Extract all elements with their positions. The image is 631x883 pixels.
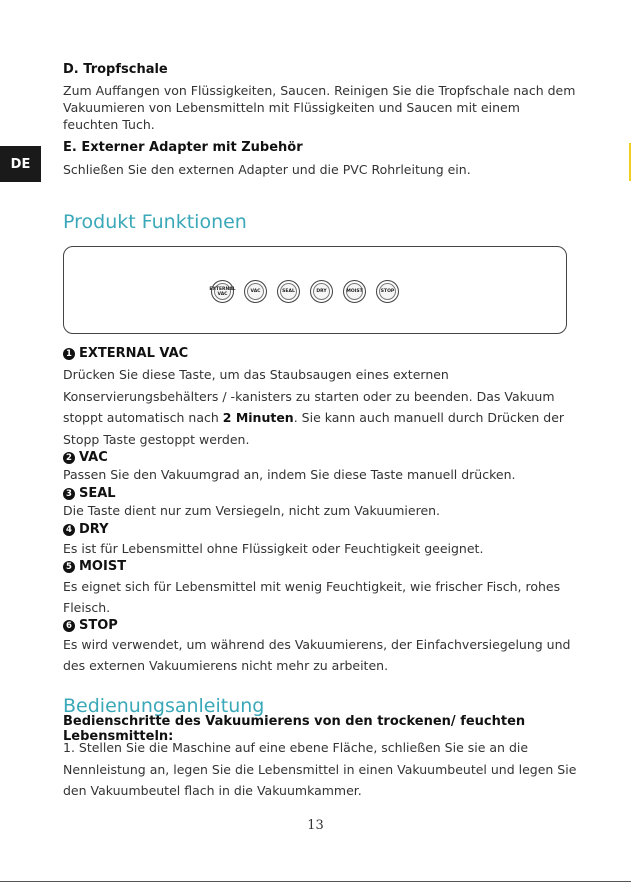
external-adapter-text: Schließen Sie den externen Adapter und die PVC Rohrleitung ein.: [63, 162, 471, 177]
external-vac-button[interactable]: [211, 280, 234, 303]
button-label: DRY: [316, 289, 327, 294]
instructions-step-1: [63, 737, 576, 802]
button-label: VAC: [217, 291, 228, 297]
feature-stop-text: [63, 634, 570, 676]
feature-vac-heading: [63, 450, 108, 465]
number-badge: 5: [63, 561, 75, 573]
number-badge: 1: [63, 348, 75, 360]
seal-button[interactable]: [277, 280, 300, 303]
feature-title: VAC: [79, 450, 108, 465]
number-badge: 3: [63, 488, 75, 500]
emphasis-duration: 2 Minuten: [222, 410, 294, 425]
feature-dry-heading: [63, 522, 109, 537]
number-badge: 6: [63, 620, 75, 632]
text-line: den Vakuumbeutel flach in die Vakuumkammer.: [63, 783, 362, 798]
text-line: Stopp Taste gestoppt werden.: [63, 431, 250, 447]
text-line: des externen Vakuumierens nicht mehr zu arbeiten.: [63, 658, 389, 673]
text-line: Konservierungsbehälters / -kanisters zu starten oder zu beenden. Das Vakuum: [63, 388, 555, 404]
button-label: EXTERNAL: [209, 286, 236, 292]
text-line: 1. Stellen Sie die Maschine auf eine ebene Fläche, schließen Sie sie an die: [63, 740, 529, 755]
feature-external-vac-text: [63, 364, 564, 450]
button-label: SEAL: [282, 289, 295, 294]
feature-moist-heading: [63, 559, 126, 574]
feature-vac-text: Passen Sie den Vakuumgrad an, indem Sie diese Taste manuell drücken.: [63, 467, 516, 482]
feature-title: EXTERNAL VAC: [79, 346, 189, 361]
drip-tray-text: [63, 82, 575, 133]
feature-seal-heading: [63, 486, 116, 501]
moist-button[interactable]: [343, 280, 366, 303]
number-badge: 4: [63, 524, 75, 536]
text-line: Es eignet sich für Lebensmittel mit wenig Feuchtigkeit, wie frischer Fisch, rohes: [63, 579, 561, 594]
dry-button[interactable]: [310, 280, 333, 303]
text-span: . Sie kann auch manuell durch Drücken der: [293, 410, 565, 425]
page-number: 13: [307, 818, 324, 833]
feature-title: SEAL: [79, 486, 116, 501]
feature-dry-text: Es ist für Lebensmittel ohne Flüssigkeit oder Feuchtigkeit geeignet.: [63, 541, 484, 556]
heading-drip-tray: D. Tropfschale: [63, 62, 168, 77]
text-line: Nennleistung an, legen Sie die Lebensmittel in einen Vakuumbeutel und legen Sie: [63, 761, 577, 777]
number-badge: 2: [63, 452, 75, 464]
text-line: Es wird verwendet, um während des Vakuumierens, der Einfachversiegelung und: [63, 637, 571, 652]
feature-seal-text: Die Taste dient nur zum Versiegeln, nicht zum Vakuumieren.: [63, 503, 441, 518]
text-line: Vakuumieren von Lebensmitteln mit Flüssigkeiten und Saucen mit einem: [63, 100, 520, 115]
text-line: Fleisch.: [63, 600, 111, 615]
text-line: Zum Auffangen von Flüssigkeiten, Saucen. Reinigen Sie die Tropfschale nach dem: [63, 83, 576, 98]
feature-title: MOIST: [79, 559, 127, 574]
button-label: MOIST: [346, 289, 363, 294]
feature-title: DRY: [79, 522, 109, 537]
section-title-operating-instructions: Bedienungsanleitung: [63, 695, 265, 717]
button-label: STOP: [380, 289, 395, 294]
heading-external-adapter: E. Externer Adapter mit Zubehör: [63, 140, 303, 155]
vac-button[interactable]: [244, 280, 267, 303]
language-tab: DE: [0, 146, 41, 182]
instructions-subtitle: Bedienschritte des Vakuumierens von den trockenen/ feuchten Lebensmitteln:: [63, 714, 526, 744]
section-title-product-functions: Produkt Funktionen: [63, 211, 247, 233]
feature-stop-heading: [63, 618, 118, 633]
text-line: Drücken Sie diese Taste, um das Staubsaugen eines externen: [63, 367, 449, 382]
feature-moist-text: [63, 576, 560, 618]
feature-title: STOP: [79, 618, 118, 633]
control-panel-buttons: [211, 280, 399, 303]
page-bottom-rule: [0, 881, 631, 882]
stop-button[interactable]: [376, 280, 399, 303]
feature-external-vac-heading: [63, 346, 188, 361]
text-line: [63, 407, 564, 429]
text-line: feuchten Tuch.: [63, 117, 155, 132]
text-span: stoppt automatisch nach: [63, 410, 223, 425]
button-label: VAC: [250, 289, 261, 294]
